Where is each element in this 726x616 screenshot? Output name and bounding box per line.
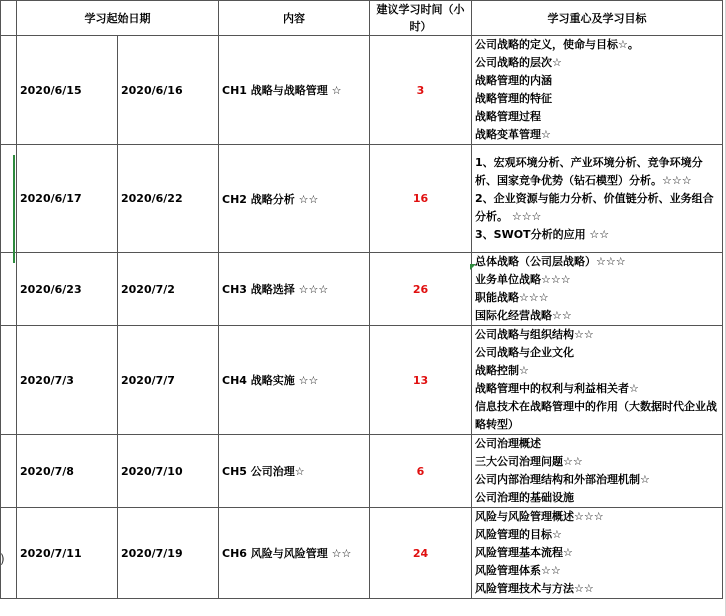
start-date-cell[interactable]: 2020/6/23 xyxy=(17,253,118,326)
table-row xyxy=(1,508,723,599)
goal-line: 公司治理的基础设施 xyxy=(475,491,574,504)
goal-line: 公司内部治理结构和外部治理机制☆ xyxy=(475,473,650,486)
row-empty-cell[interactable] xyxy=(1,36,17,145)
end-date-cell[interactable]: 2020/7/19 xyxy=(118,508,219,599)
goal-line: 总体战略（公司层战略）☆☆☆ xyxy=(475,255,626,268)
header-start-date[interactable]: 学习起始日期 xyxy=(17,1,219,36)
goal-line: 职能战略☆☆☆ xyxy=(475,291,549,304)
table-row xyxy=(1,435,723,508)
start-date-cell[interactable]: 2020/6/17 xyxy=(17,145,118,253)
goal-line: 战略管理的特征 xyxy=(475,92,552,105)
chapter-cell[interactable]: CH5 公司治理☆ xyxy=(219,435,370,508)
row-empty-cell[interactable] xyxy=(1,435,17,508)
end-date-cell[interactable]: 2020/6/22 xyxy=(118,145,219,253)
row-empty-cell[interactable] xyxy=(1,326,17,435)
chapter-cell[interactable]: CH1 战略与战略管理 ☆ xyxy=(219,36,370,145)
goal-line: 风险管理的目标☆ xyxy=(475,528,562,541)
goal-line: 2、企业资源与能力分析、价值链分析、业务组合分析。 ☆☆☆ xyxy=(475,191,714,223)
chapter-cell[interactable]: CH3 战略选择 ☆☆☆ xyxy=(219,253,370,326)
goals-cell[interactable] xyxy=(472,508,723,599)
goal-line: 业务单位战略☆☆☆ xyxy=(475,273,571,286)
hours-cell[interactable]: 16 xyxy=(370,145,472,253)
goals-cell[interactable] xyxy=(472,36,723,145)
end-date-cell[interactable]: 2020/6/16 xyxy=(118,36,219,145)
row-fragment-glyph: ) xyxy=(0,552,5,566)
goal-line: 3、SWOT分析的应用 ☆☆ xyxy=(475,227,610,241)
goal-line: 战略管理的内涵 xyxy=(475,74,552,87)
goals-cell[interactable] xyxy=(472,253,723,326)
goal-line: 公司战略的定义，使命与目标☆。 xyxy=(475,38,639,51)
chapter-cell[interactable]: CH4 战略实施 ☆☆ xyxy=(219,326,370,435)
header-hours[interactable]: 建议学习时间（小时） xyxy=(370,1,472,36)
goal-line: 公司战略的层次☆ xyxy=(475,56,562,69)
goal-line: 公司治理概述 xyxy=(475,437,541,450)
end-date-cell[interactable]: 2020/7/10 xyxy=(118,435,219,508)
start-date-cell[interactable]: 2020/7/3 xyxy=(17,326,118,435)
start-date-cell[interactable]: 2020/7/11 xyxy=(17,508,118,599)
goal-line: 公司战略与组织结构☆☆ xyxy=(475,328,594,341)
start-date-cell[interactable]: 2020/7/8 xyxy=(17,435,118,508)
goal-line: 风险管理技术与方法☆☆ xyxy=(475,582,594,595)
table-row xyxy=(1,36,723,145)
goal-line: 战略变革管理☆ xyxy=(475,128,551,141)
table-row xyxy=(1,253,723,326)
goal-line: 战略管理过程 xyxy=(475,110,541,123)
goal-line: 公司战略与企业文化 xyxy=(475,346,574,359)
hours-cell[interactable]: 3 xyxy=(370,36,472,145)
table-row xyxy=(1,145,723,253)
goal-line: 风险与风险管理概述☆☆☆ xyxy=(475,510,604,523)
chapter-cell[interactable]: CH2 战略分析 ☆☆ xyxy=(219,145,370,253)
end-date-cell[interactable]: 2020/7/7 xyxy=(118,326,219,435)
goal-line: 1、宏观环境分析、产业环境分析、竞争环境分析、国家竞争优势（钻石模型）分析。☆☆☆ xyxy=(475,155,703,187)
goal-line: 战略控制☆ xyxy=(475,364,529,377)
goals-cell[interactable] xyxy=(472,326,723,435)
goal-line: 国际化经营战略☆☆ xyxy=(475,309,572,322)
selection-edge-marker xyxy=(13,155,15,263)
end-date-cell[interactable]: 2020/7/2 xyxy=(118,253,219,326)
start-date-cell[interactable]: 2020/6/15 xyxy=(17,36,118,145)
hours-cell[interactable]: 24 xyxy=(370,508,472,599)
chapter-cell[interactable]: CH6 风险与风险管理 ☆☆ xyxy=(219,508,370,599)
goal-line: 三大公司治理问题☆☆ xyxy=(475,455,583,468)
goal-line: 战略管理中的权利与利益相关者☆ xyxy=(475,382,639,395)
goal-line: 风险管理基本流程☆ xyxy=(475,546,573,559)
header-row xyxy=(1,1,723,36)
header-content[interactable]: 内容 xyxy=(219,1,370,36)
goal-line: 信息技术在战略管理中的作用（大数据时代企业战略转型） xyxy=(475,400,717,431)
table-row xyxy=(1,326,723,435)
goal-line: 风险管理体系☆☆ xyxy=(475,564,561,577)
goals-cell[interactable] xyxy=(472,145,723,253)
hours-cell[interactable]: 26 xyxy=(370,253,472,326)
header-goals[interactable]: 学习重心及学习目标 xyxy=(472,1,723,36)
row-empty-cell[interactable] xyxy=(1,253,17,326)
hours-cell[interactable]: 6 xyxy=(370,435,472,508)
goals-cell[interactable] xyxy=(472,435,723,508)
header-empty-cell[interactable] xyxy=(1,1,17,36)
cell-comment-marker xyxy=(470,264,476,270)
hours-cell[interactable]: 13 xyxy=(370,326,472,435)
